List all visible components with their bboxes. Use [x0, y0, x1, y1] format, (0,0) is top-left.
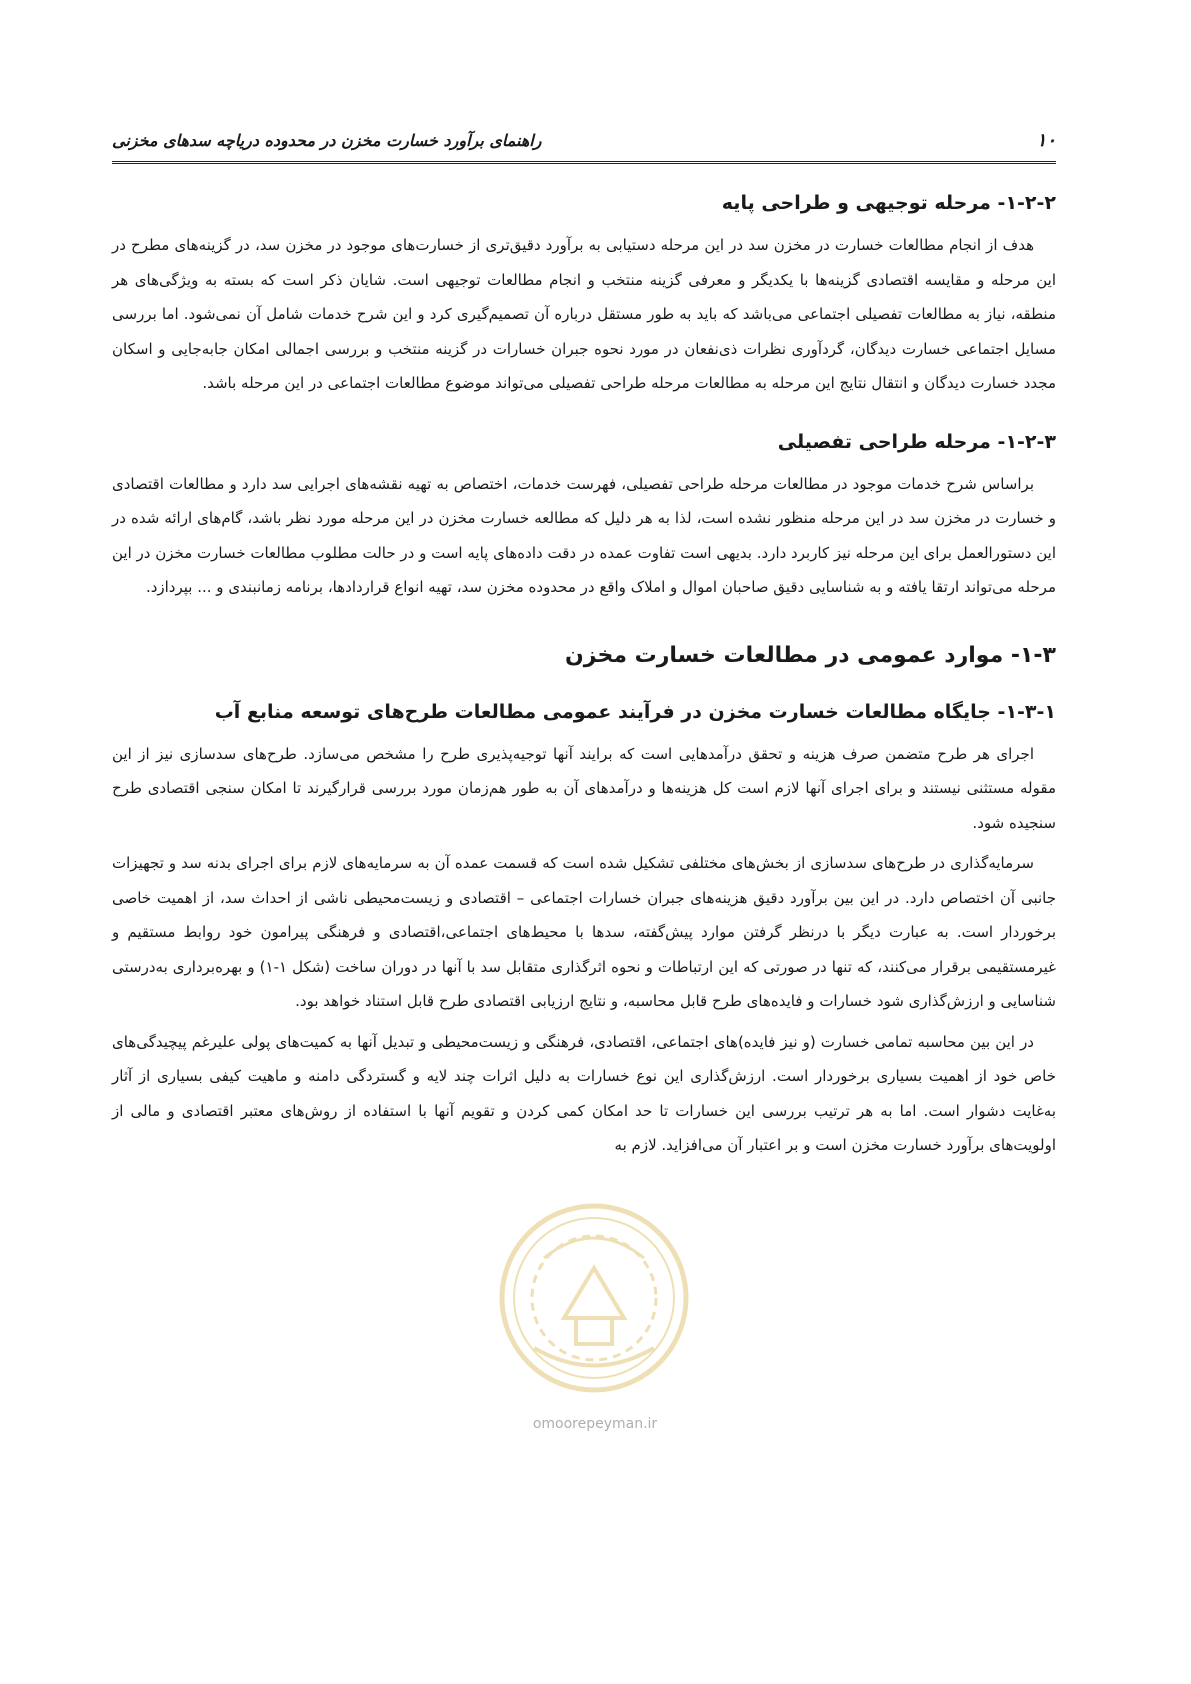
subsection-heading: ۱-۳-۱- جایگاه مطالعات خسارت مخزن در فرآیند عمومی مطالعات طرح‌های توسعه منابع آب — [214, 700, 1056, 723]
page-content — [112, 190, 1056, 1163]
paragraph: سرمایه‌گذاری در طرح‌های سدسازی از بخش‌های مختلفی تشکیل شده است که قسمت عمده آن به سرمایه‌های لازم برای اجرای بدنه سد و تجهیزات جانبی آن اختصاص دارد. در این بین برآورد دقیق هزینه‌های جبران خسارات اجتماعی – اقتصادی و زیست‌محیطی ناشی از احداث سد، از اهمیت خاصی برخوردار است. به عبارت دیگر با درنظر گرفتن موارد پیش‌گفته، سدها با محیط‌های اجتماعی،اقتصادی و فرهنگی پیرامون خود روابط مستقیم و غیرمستقیمی برقرار می‌کنند، که تنها در صورتی که این ارتباطات و نحوه اثرگذاری متقابل سد با آنها در دوران ساخت (شکل ۱-۱) و بهره‌برداری به‌درستی شناسایی و ارزش‌گذاری شود خسارات و فایده‌های طرح قابل محاسبه، و نتایج ارزیابی اقتصادی طرح قابل استناد خواهد بود. — [112, 854, 1056, 1010]
page-header — [112, 124, 1056, 164]
paragraph: براساس شرح خدمات موجود در مطالعات مرحله طراحی تفصیلی، فهرست خدمات، اختصاص به تهیه نقشه‌های اجرایی سد دارد و مطالعات اقتصادی و خسارت در مخزن سد در این مرحله منظور نشده است، لذا به هر دلیل که مطالعه خسارت مخزن در این مرحله مورد نظر باشد، گام‌های ارائه شده در این دستورالعمل برای این مرحله نیز کاربرد دارد. بدیهی است تفاوت عمده در دقت داده‌های پایه است و در حالت مطلوب مطالعات خسارت مخزن در این مرحله می‌تواند ارتقا یافته و به شناسایی دقیق صاحبان اموال و املاک واقع در محدوده مخزن سد، تهیه انواع قراردادها، برنامه زمانبندی و ... بپردازد. — [112, 474, 1056, 596]
paragraph: در این بین محاسبه تمامی خسارت (و نیز فایده)های اجتماعی، اقتصادی، فرهنگی و زیست‌محیطی و تبدیل آنها به کمیت‌های پولی علیرغم پیچیدگی‌های خاص خود از اهمیت بسیاری برخوردار است. ارزش‌گذاری این نوع خسارات به دلیل اثرات چند لایه و گستردگی دامنه و ماهیت کیفی بسیاری از آثار به‌غایت دشوار است. اما به هر ترتیب بررسی این خسارات تا حد امکان کمی کردن و تقویم آنها با استفاده از روش‌های معتبر اقتصادی و مالی از اولویت‌های برآورد خسارت مخزن است و بر اعتبار آن می‌افزاید. لازم به — [112, 1032, 1056, 1154]
paragraph: هدف از انجام مطالعات خسارت در مخزن سد در این مرحله دستیابی به برآورد دقیق‌تری از خسارت‌های موجود در مخزن سد، در گزینه‌های مطرح در این مرحله و مقایسه اقتصادی گزینه‌ها با یکدیگر و معرفی گزینه منتخب و انجام مطالعات توجیهی است. شایان ذکر است که بسته به ویژگی‌های هر منطقه، نیاز به مطالعات تفصیلی اجتماعی می‌باشد که باید به طور مستقل درباره آن تصمیم‌گیری کرد و این شرح خدمات شامل آن نمی‌شود. اما بررسی مسایل اجتماعی خسارت دیدگان، گردآوری نظرات ذی‌نفعان در مورد نحوه جبران خسارات در گزینه منتخب و بررسی اجمالی امکان جابه‌جایی و اسکان مجدد خسارت دیدگان و انتقال نتایج این مرحله به مطالعات مرحله طراحی تفصیلی می‌تواند موضوع مطالعات اجتماعی در این مرحله باشد. — [112, 236, 1056, 392]
main-section-heading: ۱-۳- موارد عمومی در مطالعات خسارت مخزن — [565, 642, 1056, 668]
section-heading-detailed-design: ۱-۲-۳- مرحله طراحی تفصیلی — [777, 430, 1056, 453]
paragraph: اجرای هر طرح متضمن صرف هزینه و تحقق درآمدهایی است که برایند آنها توجیه‌پذیری طرح را مشخص می‌سازد. طرح‌های سدسازی نیز از این مقوله مستثنی نیستند و برای اجرای آنها لازم است کل هزینه‌ها و درآمدهای آن به طور هم‌زمان مورد بررسی قرارگیرند تا امکان سنجی اقتصادی طرح سنجیده شود. — [112, 744, 1056, 832]
running-title: راهنمای برآورد خسارت مخزن در محدوده دریاچه سدهای مخزنی — [112, 131, 542, 150]
section-heading-basic-design: ۱-۲-۲- مرحله توجیهی و طراحی پایه — [721, 192, 1056, 214]
seal-logo-icon — [494, 1198, 694, 1408]
watermark-text: omoorepeyman.ir — [532, 1416, 658, 1432]
page-number: ۱۰ — [1036, 130, 1056, 151]
